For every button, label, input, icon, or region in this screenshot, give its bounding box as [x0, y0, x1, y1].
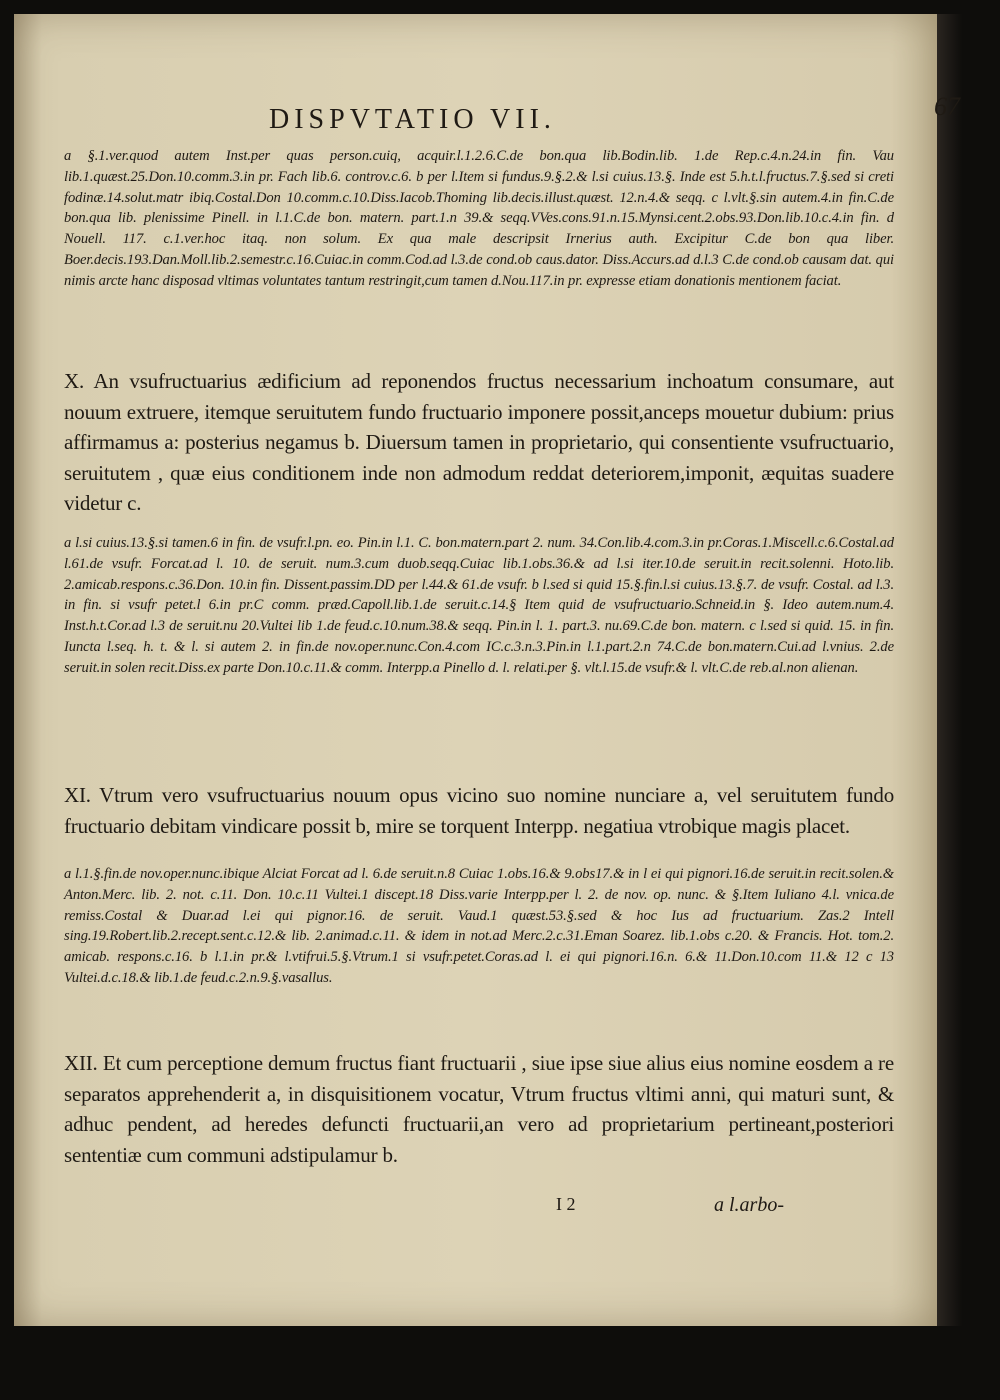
section-10-label: X.	[64, 369, 85, 393]
running-title: DISPVTATIO VII.	[269, 104, 556, 135]
section-11	[64, 780, 894, 841]
section-11-text: Vtrum vero vsufructuarius nouum opus vicino suo nomine nunciare a, vel seruitutem fundo fructuario debitam vindicare possit b, mire se torquent Interpp. negatiua vtrobique magis placet.	[64, 783, 894, 838]
section-12-text: Et cum perceptione demum fructus fiant fructuarii , siue ipse siue alius eius nomine eosdem a re separatos apprehenderit a, in disquisitionem vocatur, Vtrum fructus vltimi anni, qui maturi sunt, & adhuc pendent, ad heredes defuncti fructuarii,an vero ad proprietarium pertineant,posteriori sententiæ cum communi adstipulamur b.	[64, 1051, 894, 1167]
footnote-block-a: a §.1.ver.quod autem Inst.per quas person.cuiq, acquir.l.1.2.6.C.de bon.qua lib.Bodin.lib. 1.de Rep.c.4.n.24.in fin. Vau lib.1.quæst.25.Don.10.comm.3.in pr. Fach lib.6. controv.c.6. b per l.Item si fundus.9.§.2.& l.si cuius.13.§. Inde est 5.h.t.l.fructus.7.§.sed si creti fodinæ.14.solut.matr ibiq.Costal.Don 10.comm.c.10.Diss.Iacob.Thoming lib.decis.illust.quæst. 12.n.4.& seqq. c l.vlt.§.sin autem.4.in fin.C.de bon.qua lib. plenissime Pinell. in l.1.C.de bon. matern. part.1.n 39.& seqq.VVes.cons.91.n.15.Mynsi.cent.2.obs.93.Don.lib.10.c.4.in fin. d Nouell. 117. c.1.ver.hoc itaq. non solum. Ex qua male descripsit Irnerius auth. Excipitur C.de bon qua liber. Boer.decis.193.Dan.Moll.lib.2.semestr.c.16.Cuiac.in comm.Cod.ad l.3.de cond.ob caus.dator. Diss.Accurs.ad d.l.3 C.de cond.ob causam dat. qui nimis arcte hanc disposad vltimas voluntates tantum restringit,cum tamen d.Nou.117.in pr. expresse etiam donationis mentionem faciat.	[64, 148, 894, 289]
section-10	[64, 366, 894, 519]
section-12	[64, 1048, 894, 1170]
page-header	[14, 102, 937, 142]
section-12-label: XII.	[64, 1051, 98, 1075]
catchword: a l.arbo-	[714, 1194, 784, 1216]
signature-mark: I 2	[556, 1194, 576, 1214]
section-10-text: An vsufructuarius ædificium ad reponendos fructus necessarium inchoatum consumare, aut nouum extruere, itemque seruitutem fundo fructuario imponere possit,anceps mouetur dubium: prius affirmamus a: posterius negamus b. Diuersum tamen in proprietario, qui consentiente vsufructuario, seruitutem , quæ eius conditionem inde non admodum reddat deteriorem,imponit, æquitas suadere videtur c.	[64, 369, 894, 515]
page-edge-shadow	[937, 14, 1000, 1326]
footnote-block-10: a l.si cuius.13.§.si tamen.6 in fin. de vsufr.l.pn. eo. Pin.in l.1. C. bon.matern.part 2. num. 34.Con.lib.4.com.3.in pr.Coras.1.Miscell.c.6.Costal.ad l.61.de vsufr. Forcat.ad l. 10. de seruit. num.3.cum duob.seqq.Cuiac lib.1.obs.36.& ad l.si iter.10.de seruit.in recit.solenni. Hoto.lib. 2.amicab.respons.c.36.Don. 10.in fin. Dissent.passim.DD per l.44.& 61.de vsufr. b l.sed si quid 15.§.fin.l.si cuius.13.§.7. de vsufr. Costal. ad l.3. in fin. si vsufr petet.l 6.in pr.C comm. præd.Capoll.lib.1.de seruit.c.14.§ Item quid de vsufructuario.Schneid.in §. Ideo autem.num.4. Inst.h.t.Cor.ad l.3 de seruit.nu 20.Vultei lib 1.de feud.c.10.num.38.& seqq. Pin.in l. 1. part.3. nu.69.C.de bon. matern. c l.sed si quid. 15. in fin. Iuncta l.seq. h. t. & l. si autem 2. in fin.de nov.oper.nunc.Con.4.com IC.c.3.n.3.Pin.in l.1.part.2.n 74.C.de bon.matern.Cui.ad l.vnius. 2.de seruit.in solen recit.Diss.ex parte Don.10.c.11.& comm. Interpp.a Pinello d. l. relati.per §. vlt.l.15.de vsufr.& l. vlt.C.de reb.al.non alienan.	[64, 535, 894, 676]
footnote-block-11: a l.1.§.fin.de nov.oper.nunc.ibique Alciat Forcat ad l. 6.de seruit.n.8 Cuiac 1.obs.16.& 9.obs17.& in l ei qui pignori.16.de seruit.in recit.solen.& Anton.Merc. lib. 2. not. c.11. Don. 10.c.11 Vultei.1 discept.18 Diss.varie Interpp.per l. 2. de nov. op. nunc. & §.Item Iuliano 4.l. vnica.de remiss.Costal & Duar.ad l.ei qui pignor.16. de seruit. Vaud.1 quæst.53.§.sed & hoc Ius ad fructuarium. Zas.2 Intell sing.19.Robert.lib.2.recept.sent.c.12.& lib. 2.animad.c.11. & idem in not.ad Merc.2.c.31.Eman Soarez. lib.1.obs c.20. & Francis. Hot. tom.2. amicab. respons.c.16. b l.1.in pr.& l.vtifrui.5.§.Vtrum.1 si vsufr.petet.Coras.ad l. ei qui pignori.16.n. 6.& 11.Don.10.com 11.& 12 c 13 Vultei.d.c.18.& lib.1.de feud.c.2.n.9.§.vasallus.	[64, 866, 894, 986]
page-number: 67	[934, 92, 960, 121]
section-11-label: XI.	[64, 783, 91, 807]
book-page	[14, 14, 937, 1326]
